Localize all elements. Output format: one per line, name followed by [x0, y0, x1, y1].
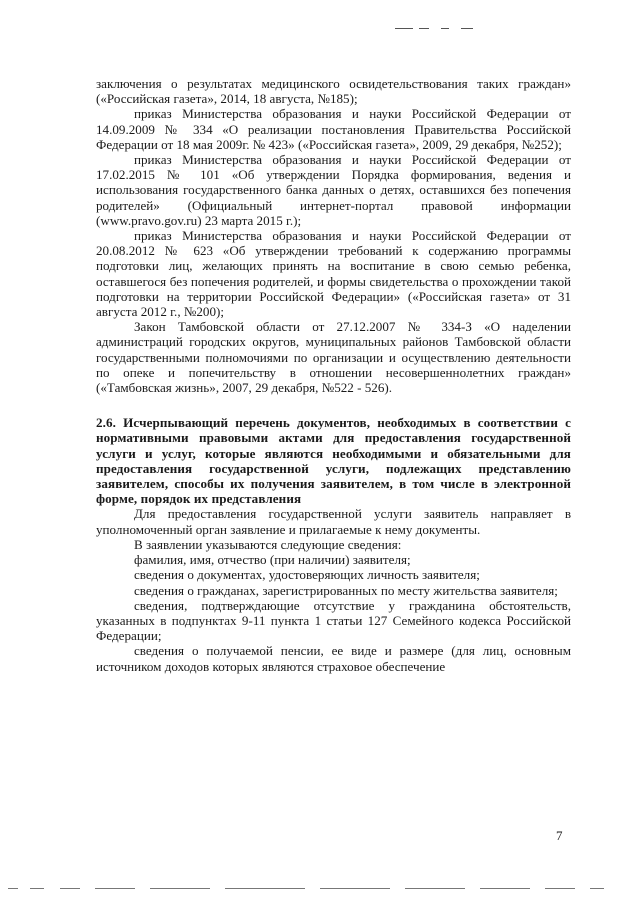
- scan-artifact-marks: [395, 28, 485, 32]
- page-number: 7: [556, 828, 563, 843]
- paragraph-7: Для предоставления государственной услуги заявитель направляет в уполномоченный орган заявление и прилагаемые к нему документы.: [96, 506, 571, 537]
- paragraph-8: В заявлении указываются следующие сведения:: [134, 536, 402, 552]
- section-heading-2-6: 2.6. Исчерпывающий перечень документов, необходимых в соответствии с нормативными правовыми актами для предоставления государственной услуги и услуг, которые являются необходимыми и обязательными для предоставления государственной услуги, подлежащих представлению заявителем, способы их получения заявителем, в том числе в электронной форме, порядок их представления: [96, 415, 571, 507]
- paragraph-5: Закон Тамбовской области от 27.12.2007 № 334-З «О наделении администраций городских округов, муниципальных районов Тамбовской области государственными полномочиями по организации и осуществлению деятельности по опеке и попечительству в отношении несовершеннолетних граждан» («Тамбовская жизнь», 2007, 29 декабря, №522 - 526).: [96, 319, 571, 396]
- paragraph-11: сведения о гражданах, зарегистрированных по месту жительства заявителя;: [134, 582, 558, 598]
- paragraph-4: приказ Министерства образования и науки Российской Федерации от 20.08.2012 № 623 «Об утверждении требований к содержанию программы подготовки лиц, желающих принять на воспитание в свою семью ребенка, оставшегося без попечения родителей, и формы свидетельства о прохождении такой подготовки на территории Российской Федерации» («Российская газета» от 31 августа 2012 г., №200);: [96, 228, 571, 320]
- paragraph-10: сведения о документах, удостоверяющих личность заявителя;: [134, 567, 480, 583]
- paragraph-1: заключения о результатах медицинского освидетельствования таких граждан» («Российская газета», 2014, 18 августа, №185);: [96, 76, 571, 107]
- document-body: [96, 76, 571, 674]
- scan-bottom-edge: [0, 888, 640, 894]
- paragraph-9: фамилия, имя, отчество (при наличии) заявителя;: [134, 552, 411, 568]
- paragraph-2: приказ Министерства образования и науки Российской Федерации от 14.09.2009 № 334 «О реализации постановления Правительства Российской Федерации от 18 мая 2009г. № 423» («Российская газета», 2009, 29 декабря, №252);: [96, 106, 571, 152]
- paragraph-12: сведения, подтверждающие отсутствие у гражданина обстоятельств, указанных в подпунктах 9-11 пункта 1 статьи 127 Семейного кодекса Российской Федерации;: [96, 597, 571, 644]
- paragraph-13: сведения о получаемой пенсии, ее виде и размере (для лиц, основным источником доходов которых являются страховое обеспечение: [96, 643, 571, 674]
- paragraph-3: приказ Министерства образования и науки Российской Федерации от 17.02.2015 № 101 «Об утверждении Порядка формирования, ведения и использования государственного банка данных о детях, оставшихся без попечения родителей» (Официальный интернет-портал правовой информации (www.pravo.gov.ru) 23 марта 2015 г.);: [96, 152, 571, 228]
